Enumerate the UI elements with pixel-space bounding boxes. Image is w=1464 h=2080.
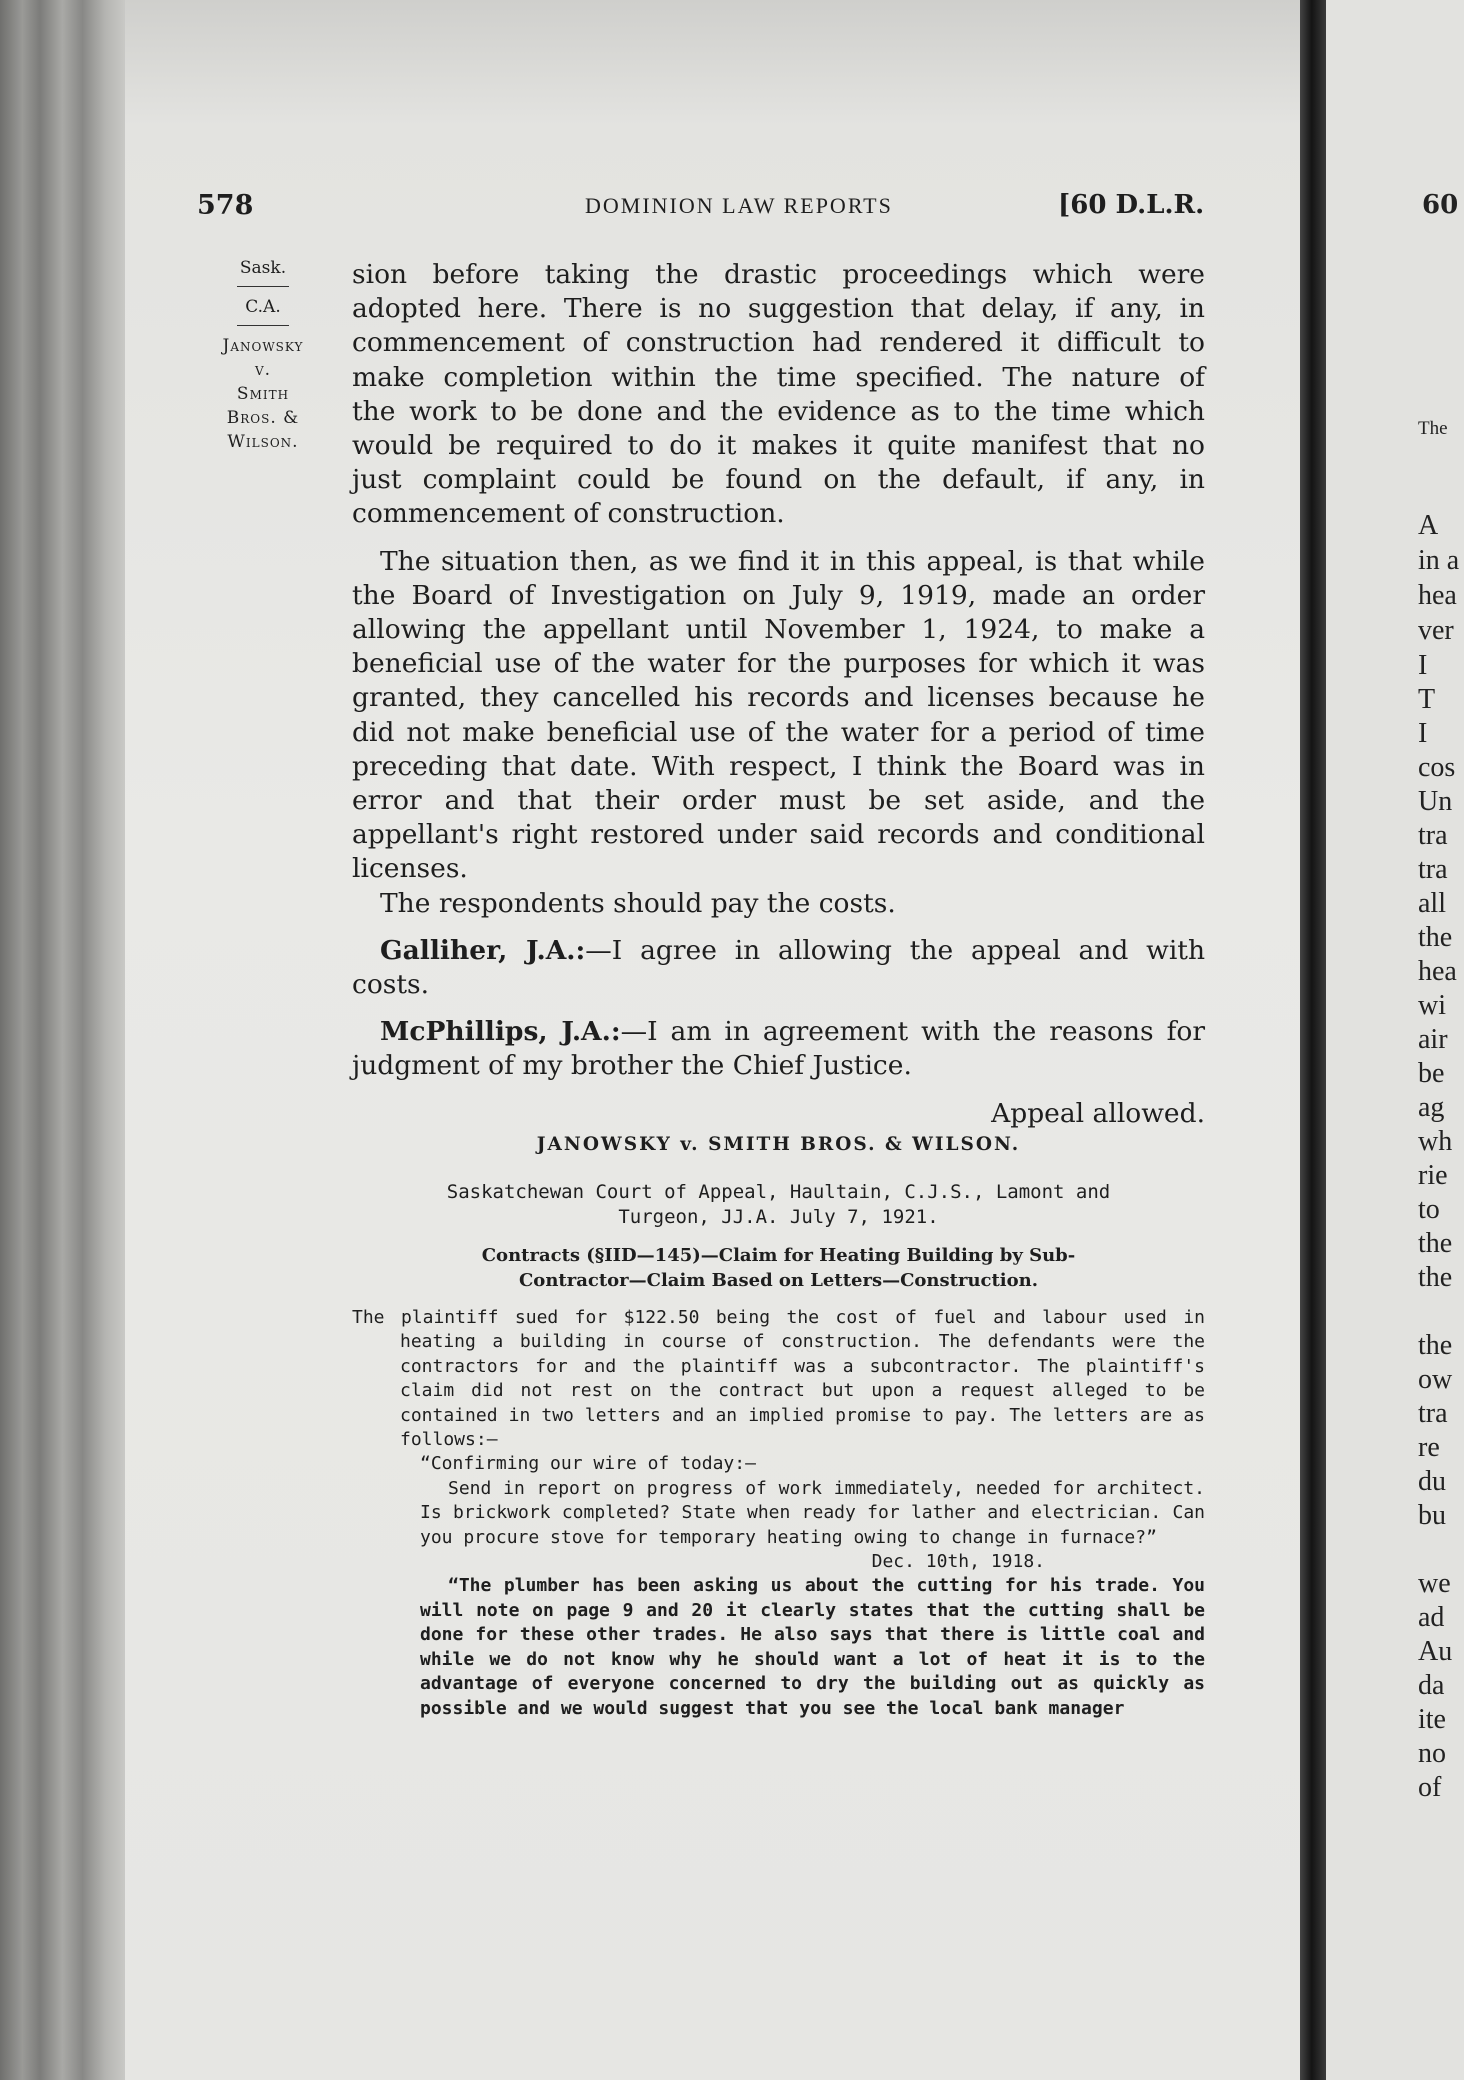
text-line: just complaint could be found on the default, if any, in bbox=[352, 464, 1205, 496]
facing-page-text: the bbox=[1418, 922, 1453, 953]
facing-page-text: ow bbox=[1418, 1364, 1453, 1395]
facing-page-fragment bbox=[1326, 0, 1464, 2080]
margin-case-line: Bros. & bbox=[226, 408, 300, 428]
paragraph-situation: The situation then, as we find it in this appeal, is that while the Board of Investigation on July 9, 1919, made an order allowing the appellant until November 1, 1924, to make a beneficial use of the water for the purposes for which it was granted, they cancelled his records and licenses because he did not make beneficial use of the water for a period of time preceding that date. With respect, I think the Board was in error and that their order must be set aside, and the appellant's right restored under said records and conditional licenses. bbox=[352, 545, 1205, 885]
facing-page-text: ad bbox=[1418, 1602, 1445, 1633]
facing-page-text: T bbox=[1418, 684, 1436, 715]
text-line: the work to be done and the evidence as to the time which bbox=[352, 395, 1205, 427]
margin-case-line: Janowsky bbox=[222, 336, 304, 356]
facing-page-text: the bbox=[1418, 1228, 1453, 1259]
facing-page-text: The bbox=[1418, 418, 1448, 439]
facing-page-text: air bbox=[1418, 1024, 1448, 1055]
judgment-text bbox=[352, 258, 1205, 1131]
text-line: would be required to do it makes it quite manifest that no bbox=[352, 430, 1205, 462]
letter-opening: “Confirming our wire of today:— bbox=[420, 1453, 756, 1475]
text-line: commencement of construction had rendered it difficult to bbox=[352, 327, 1205, 359]
facing-page-text: tra bbox=[1418, 854, 1448, 885]
facing-page-text: tra bbox=[1418, 1398, 1448, 1429]
facing-page-text: tra bbox=[1418, 820, 1448, 851]
facing-page-text: ite bbox=[1418, 1704, 1446, 1735]
paragraph-mcphillips bbox=[352, 1015, 1205, 1083]
judge-opinion: —I am in agreement with the reasons for judgment of my brother the Chief Justice. bbox=[352, 1016, 1205, 1082]
headnote-title bbox=[352, 1243, 1205, 1293]
facing-page-text: ver bbox=[1418, 615, 1454, 646]
facing-page-text: du bbox=[1418, 1466, 1446, 1497]
disposition: Appeal allowed. bbox=[991, 1097, 1205, 1129]
judge-opinion: —I agree in allowing the appeal and with costs. bbox=[352, 934, 1206, 1001]
text-line: make completion within the time specified. The nature of bbox=[352, 361, 1205, 393]
paragraph-galliher bbox=[352, 934, 1205, 1002]
book-spine-edge bbox=[0, 0, 125, 2080]
facing-page-text: rie bbox=[1418, 1160, 1448, 1191]
judge-name: Galliher, J.A.: bbox=[380, 934, 586, 966]
court-line-2: Turgeon, JJ.A. July 7, 1921. bbox=[618, 1206, 939, 1228]
margin-court: C.A. bbox=[245, 297, 281, 317]
margin-rule bbox=[237, 286, 289, 287]
court-line-1: Saskatchewan Court of Appeal, Haultain, C.J.S., Lamont and bbox=[446, 1181, 1111, 1203]
facing-page-text: to bbox=[1418, 1194, 1440, 1225]
facing-page-text: all bbox=[1418, 888, 1446, 919]
facing-page-text: bu bbox=[1418, 1500, 1446, 1531]
letter-two-body: “The plumber has been asking us about the cutting for his trade. You will note on page 9 and 20 it clearly states that the cutting shall be done for these other trades. He also says that there is little coal and while we do not know why he should want a lot of heat it is to the advantage of everyone concerned to dry the building out as quickly as possible and we would suggest that you see the local bank manager bbox=[420, 1575, 1205, 1719]
facing-page-text: the bbox=[1418, 1330, 1453, 1361]
margin-notes bbox=[203, 256, 323, 454]
court-line bbox=[352, 1180, 1205, 1230]
margin-province: Sask. bbox=[239, 258, 287, 278]
facing-page-text: re bbox=[1418, 1432, 1440, 1463]
facing-page-text: Un bbox=[1418, 786, 1453, 817]
facing-page-text: be bbox=[1418, 1058, 1445, 1089]
paragraph-costs: The respondents should pay the costs. bbox=[380, 887, 896, 919]
facing-page-text: ag bbox=[1418, 1092, 1445, 1123]
facing-page-text: Au bbox=[1418, 1636, 1453, 1667]
text-line: sion before taking the drastic proceedings which were bbox=[352, 259, 1205, 290]
facing-page-text: hea bbox=[1418, 956, 1457, 987]
facing-page-text: the bbox=[1418, 1262, 1453, 1293]
headnote-title-line-1: Contracts (§IID—145)—Claim for Heating Building by Sub- bbox=[481, 1245, 1076, 1266]
facing-page-text: wh bbox=[1418, 1126, 1453, 1157]
facing-page-text: wi bbox=[1418, 990, 1446, 1021]
judge-name: McPhillips, J.A.: bbox=[380, 1016, 621, 1048]
facing-page-text: of bbox=[1418, 1772, 1442, 1803]
facing-page-text: 60 bbox=[1422, 190, 1459, 220]
headnote bbox=[352, 1306, 1205, 1721]
headnote-summary: The plaintiff sued for $122.50 being the cost of fuel and labour used in heating a building in course of construction. The defendants were the contractors for and the plaintiff was a subcontractor. The plaintiff's claim did not rest on the contract but upon a request alleged to be contained in two letters and an implied promise to pay. The letters are as follows:— bbox=[352, 1307, 1205, 1451]
running-head: DOMINION LAW REPORTS bbox=[585, 193, 893, 218]
paragraph-continued bbox=[352, 258, 1205, 532]
text-line: commencement of construction. bbox=[352, 498, 785, 530]
facing-page-text: no bbox=[1418, 1738, 1446, 1769]
facing-page-text: da bbox=[1418, 1670, 1445, 1701]
book-gutter bbox=[1300, 0, 1326, 2080]
text-line: adopted here. There is no suggestion that delay, if any, in bbox=[352, 293, 1205, 325]
margin-case-line: Wilson. bbox=[227, 432, 299, 452]
volume-reference: [60 D.L.R. bbox=[1058, 190, 1205, 220]
facing-page-text: A bbox=[1418, 510, 1439, 541]
book-page bbox=[125, 0, 1305, 2080]
facing-page-text: we bbox=[1418, 1568, 1451, 1599]
margin-case-line: v. bbox=[254, 360, 272, 380]
headnote-title-line-2: Contractor—Claim Based on Letters—Construction. bbox=[518, 1270, 1038, 1291]
letter-one-date: Dec. 10th, 1918. bbox=[871, 1551, 1045, 1573]
facing-page-text: cos bbox=[1418, 752, 1456, 783]
facing-page-text: I bbox=[1418, 650, 1428, 681]
letter-one-body: Send in report on progress of work immediately, needed for architect. Is brickwork completed? State when ready for lather and electrician. Can you procure stove for temporary heating owing to change in furnace?” bbox=[420, 1477, 1205, 1548]
page-number: 578 bbox=[197, 190, 254, 221]
margin-rule bbox=[237, 325, 289, 326]
facing-page-text: I bbox=[1418, 718, 1428, 749]
facing-page-text: hea bbox=[1418, 580, 1457, 611]
margin-case-line: Smith bbox=[236, 384, 290, 404]
case-heading: JANOWSKY v. SMITH BROS. & WILSON. bbox=[536, 1134, 1021, 1155]
facing-page-text: in a bbox=[1418, 545, 1460, 576]
